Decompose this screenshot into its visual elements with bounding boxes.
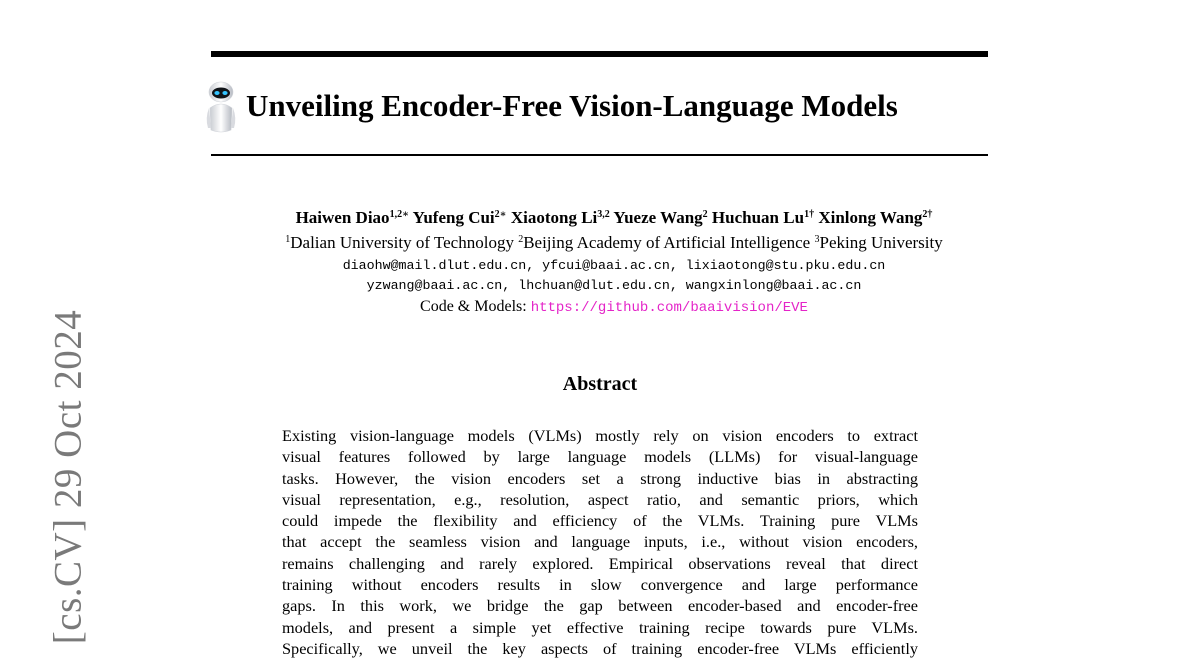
- abstract-line: models, and present a simple yet effective training recipe towards pure VLMs.: [282, 617, 918, 637]
- arxiv-stamp: [cs.CV] 29 Oct 2024: [46, 309, 90, 645]
- affiliation-name: Peking University: [819, 233, 943, 252]
- author-name: Yufeng Cui: [412, 208, 495, 227]
- abstract-line: that accept the seamless vision and language inputs, i.e., without vision encoders,: [282, 532, 918, 552]
- affiliation-sup: 1: [285, 234, 291, 245]
- affiliation-list: [0, 233, 1200, 253]
- author-name: Xiaotong Li: [510, 208, 598, 227]
- author-sup: 2∗: [494, 209, 507, 220]
- author-sup: 3,2: [597, 209, 610, 220]
- abstract-line: gaps. In this work, we bridge the gap between encoder-based and encoder-free: [282, 596, 918, 616]
- affiliation-name: Dalian University of Technology: [290, 233, 514, 252]
- affiliation-name: Beijing Academy of Artificial Intelligence: [523, 233, 811, 252]
- author-sup: 2†: [922, 209, 933, 220]
- abstract-line: remains challenging and rarely explored. Empirical observations reveal that direct: [282, 553, 918, 573]
- abstract-line: tasks. However, the vision encoders set a strong inductive bias in abstracting: [282, 468, 918, 488]
- author-name: Huchuan Lu: [711, 208, 805, 227]
- title-block: [204, 76, 898, 136]
- author-list: [0, 208, 1200, 228]
- abstract-heading: Abstract: [562, 373, 638, 395]
- author-name: Haiwen Diao: [295, 208, 390, 227]
- abstract-line: visual representation, e.g., resolution, aspect ratio, and semantic priors, which: [282, 489, 918, 509]
- paper-title: Unveiling Encoder-Free Vision-Language Models: [246, 88, 898, 123]
- abstract-line: visual features followed by large language models (LLMs) for visual-language: [282, 447, 918, 467]
- abstract-line: training without encoders results in slow convergence and large performance: [282, 575, 918, 595]
- author-name: Yueze Wang: [613, 208, 703, 227]
- affiliation-sup: 2: [518, 234, 524, 245]
- github-link[interactable]: https://github.com/baaivision/EVE: [530, 300, 808, 316]
- author-name: Xinlong Wang: [818, 208, 923, 227]
- author-sup: 1,2∗: [389, 209, 409, 220]
- author-sup: 2: [702, 209, 708, 220]
- title-bottom-rule: [211, 154, 988, 156]
- code-models-line: [0, 298, 1200, 316]
- code-label: Code & Models:: [420, 298, 531, 315]
- robot-mascot-icon: [204, 78, 238, 134]
- author-sup: 1†: [804, 209, 815, 220]
- abstract-line: Specifically, we unveil the key aspects of training encoder-free VLMs efficiently: [282, 638, 918, 658]
- abstract-line: could impede the flexibility and efficiency of the VLMs. Training pure VLMs: [282, 511, 918, 531]
- abstract-line: Existing vision-language models (VLMs) mostly rely on vision encoders to extract: [282, 426, 918, 445]
- abstract-body: [282, 425, 918, 659]
- author-emails-line-2: yzwang@baai.ac.cn, lhchuan@dlut.edu.cn, wangxinlong@baai.ac.cn: [366, 278, 862, 293]
- title-top-rule: [211, 51, 988, 57]
- affiliation-sup: 3: [814, 234, 820, 245]
- author-emails-line-1: diaohw@mail.dlut.edu.cn, yfcui@baai.ac.cn, lixiaotong@stu.pku.edu.cn: [342, 258, 886, 273]
